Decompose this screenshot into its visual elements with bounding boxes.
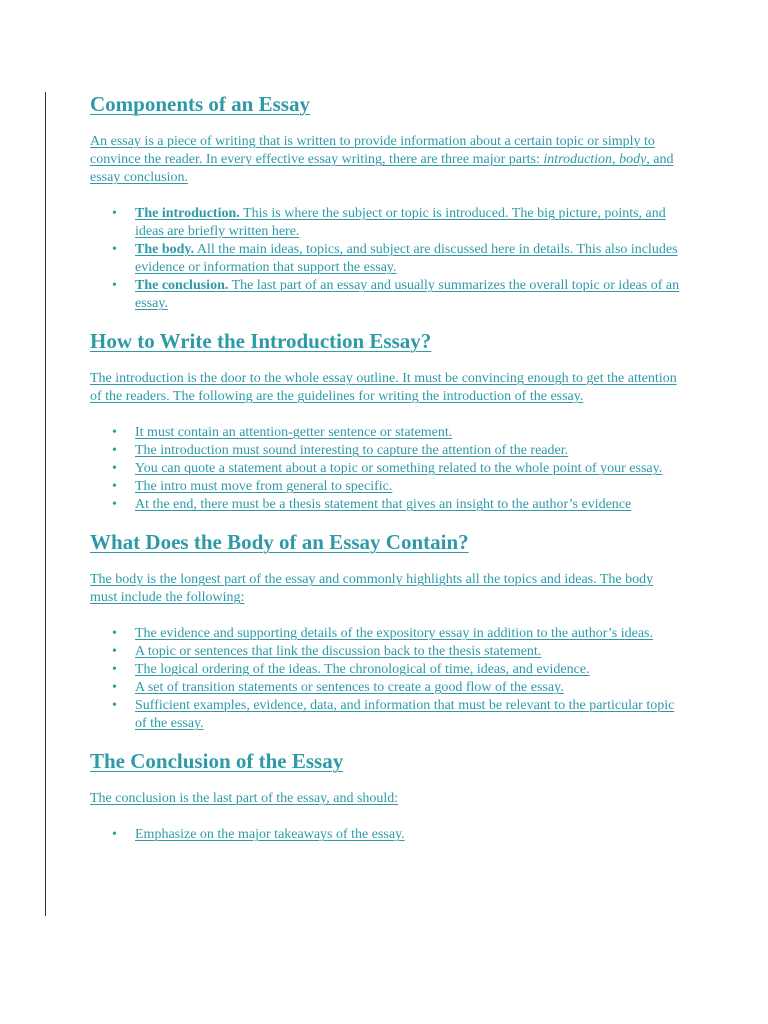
bullet-icon: • [112,206,117,221]
list-item: • At the end, there must be a thesis statement that gives an insight to the author’s evidence [112,497,632,512]
list-item: • The logical ordering of the ideas. The chronological of time, ideas, and evidence. [112,662,590,677]
list-item: • It must contain an attention-getter sentence or statement. [112,425,453,440]
bullet-icon: • [112,626,117,641]
section-heading: How to Write the Introduction Essay? [90,329,432,353]
bullet-list [90,424,680,514]
bullet-icon: • [112,242,117,257]
bullet-list [90,826,680,844]
list-item: • The introduction. This is where the subject or topic is introduced. The big picture, points, and ideas are briefly written here. [112,206,666,239]
list-item: • The conclusion. The last part of an essay and usually summarizes the overall topic or ideas of an essay. [112,278,680,311]
section-intro: The introduction is the door to the whole essay outline. It must be convincing enough to get the attention of the readers. The following are the guidelines for writing the introduction of the essay. [90,371,677,404]
list-item: • The body. All the main ideas, topics, and subject are discussed here in details. This also includes evidence or information that support the essay. [112,242,678,275]
section-body [90,528,680,733]
section-heading: What Does the Body of an Essay Contain? [90,530,469,554]
page-margin-rule [45,92,46,916]
bullet-icon: • [112,827,117,842]
bullet-icon: • [112,698,117,713]
document-page [90,90,680,858]
list-item: • The intro must move from general to specific. [112,479,393,494]
bullet-icon: • [112,425,117,440]
bullet-icon: • [112,278,117,293]
bullet-icon: • [112,662,117,677]
section-heading: Components of an Essay [90,92,310,116]
bullet-list [90,205,680,313]
section-conclusion [90,747,680,844]
bullet-icon: • [112,497,117,512]
bullet-icon: • [112,461,117,476]
section-intro: The conclusion is the last part of the essay, and should: [90,791,399,806]
list-item: • The evidence and supporting details of the expository essay in addition to the author’s ideas. [112,626,654,641]
section-introduction [90,327,680,514]
bullet-list [90,625,680,733]
section-heading: The Conclusion of the Essay [90,749,344,773]
list-item: • A topic or sentences that link the discussion back to the thesis statement. [112,644,542,659]
list-item: • Emphasize on the major takeaways of the essay. [112,827,405,842]
bullet-icon: • [112,680,117,695]
bullet-icon: • [112,644,117,659]
bullet-icon: • [112,443,117,458]
bullet-icon: • [112,479,117,494]
list-item: • The introduction must sound interesting to capture the attention of the reader. [112,443,569,458]
list-item: • Sufficient examples, evidence, data, and information that must be relevant to the particular topic of the essay. [112,698,675,731]
list-item: • A set of transition statements or sentences to create a good flow of the essay. [112,680,564,695]
section-components [90,90,680,313]
section-intro: An essay is a piece of writing that is written to provide information about a certain topic or simply to convince the reader. In every effective essay writing, there are three major parts: introduction, body, and essay conclusion. [90,134,674,185]
section-intro: The body is the longest part of the essay and commonly highlights all the topics and ideas. The body must include the following: [90,572,654,605]
list-item: • You can quote a statement about a topic or something related to the whole point of your essay. [112,461,663,476]
